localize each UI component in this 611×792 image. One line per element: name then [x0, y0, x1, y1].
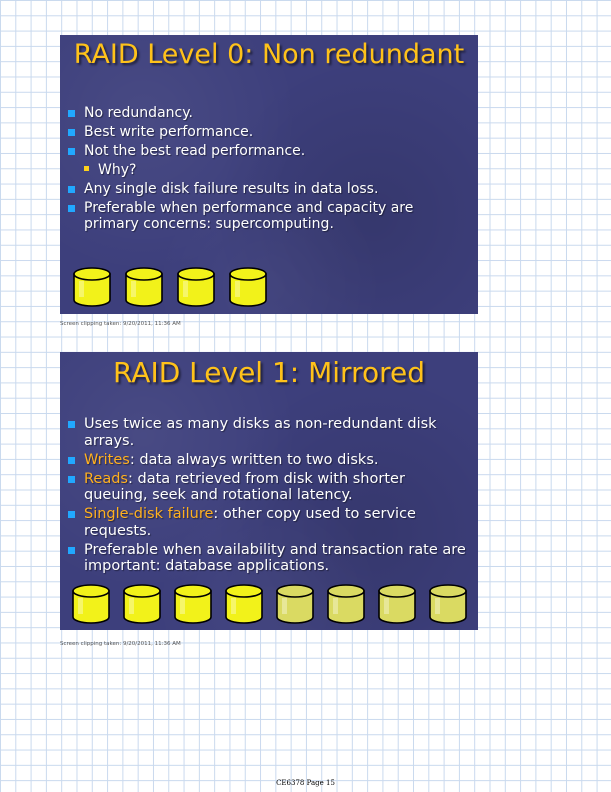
- slide-title: RAID Level 0: Non redundant: [73, 39, 465, 70]
- bullet-item: [68, 506, 470, 539]
- bullet-text: Preferable when availability and transaction rate are important: database applications.: [84, 541, 466, 574]
- bullet-square-icon: [68, 129, 75, 136]
- bullet-item: [68, 416, 470, 449]
- bullet-square-icon: [68, 148, 75, 155]
- bullet-item: [68, 181, 470, 197]
- bullet-square-icon: [68, 547, 75, 554]
- bullet-square-icon: [68, 110, 75, 117]
- bullet-text: Any single disk failure results in data loss.: [84, 181, 379, 197]
- bullet-square-icon: [68, 511, 75, 518]
- data-disk-icon: [125, 267, 163, 307]
- slide-raid-level-1: [60, 352, 478, 630]
- bullet-list: [68, 105, 470, 235]
- mirror-disk-icon: [276, 584, 314, 624]
- bullet-item: [68, 471, 470, 504]
- mirror-disk-icon: [378, 584, 416, 624]
- bullet-list: [68, 416, 470, 577]
- slide-raid-level-0: [60, 35, 478, 314]
- screen-clipping-caption: Screen clipping taken: 9/20/2011, 11:36 AM: [60, 641, 181, 647]
- data-disk-icon: [229, 267, 267, 307]
- bullet-square-icon: [68, 205, 75, 212]
- bullet-item: [68, 452, 470, 469]
- sub-bullet-square-icon: [84, 166, 89, 171]
- bullet-highlight: Single-disk failure: [84, 506, 214, 522]
- data-disk-icon: [123, 584, 161, 624]
- bullet-square-icon: [68, 186, 75, 193]
- data-disk-icon: [72, 584, 110, 624]
- page-footer: CE6378 Page 15: [276, 779, 335, 787]
- data-disk-icon: [177, 267, 215, 307]
- bullet-text: Not the best read performance.: [84, 143, 306, 159]
- bullet-item: [68, 542, 470, 575]
- bullet-highlight: Writes: [84, 451, 130, 468]
- screen-clipping-caption: Screen clipping taken: 9/20/2011, 11:36 AM: [60, 321, 181, 327]
- data-disk-icon: [174, 584, 212, 624]
- bullet-item: [68, 143, 470, 159]
- bullet-highlight: Reads: [84, 470, 128, 487]
- bullet-text: Preferable when performance and capacity are primary concerns: supercomputing.: [84, 200, 414, 232]
- bullet-text: No redundancy.: [84, 105, 193, 121]
- data-disk-icon: [225, 584, 263, 624]
- bullet-text: : data retrieved from disk with shorter queuing, seek and rotational latency.: [84, 470, 405, 503]
- bullet-item: [68, 124, 470, 140]
- slide-title: RAID Level 1: Mirrored: [112, 356, 426, 389]
- sub-bullet-item: [68, 162, 470, 178]
- bullet-text: Uses twice as many disks as non-redundant disk arrays.: [84, 416, 437, 449]
- bullet-text: Best write performance.: [84, 124, 254, 140]
- data-disk-icon: [73, 267, 111, 307]
- bullet-item: [68, 105, 470, 121]
- bullet-square-icon: [68, 421, 75, 428]
- bullet-text: : other copy used to service requests.: [84, 506, 416, 539]
- bullet-text: : data always written to two disks.: [129, 451, 379, 468]
- bullet-square-icon: [68, 457, 75, 464]
- mirror-disk-icon: [429, 584, 467, 624]
- bullet-square-icon: [68, 476, 75, 483]
- bullet-item: [68, 200, 470, 232]
- mirror-disk-icon: [327, 584, 365, 624]
- bullet-text: Why?: [98, 162, 137, 178]
